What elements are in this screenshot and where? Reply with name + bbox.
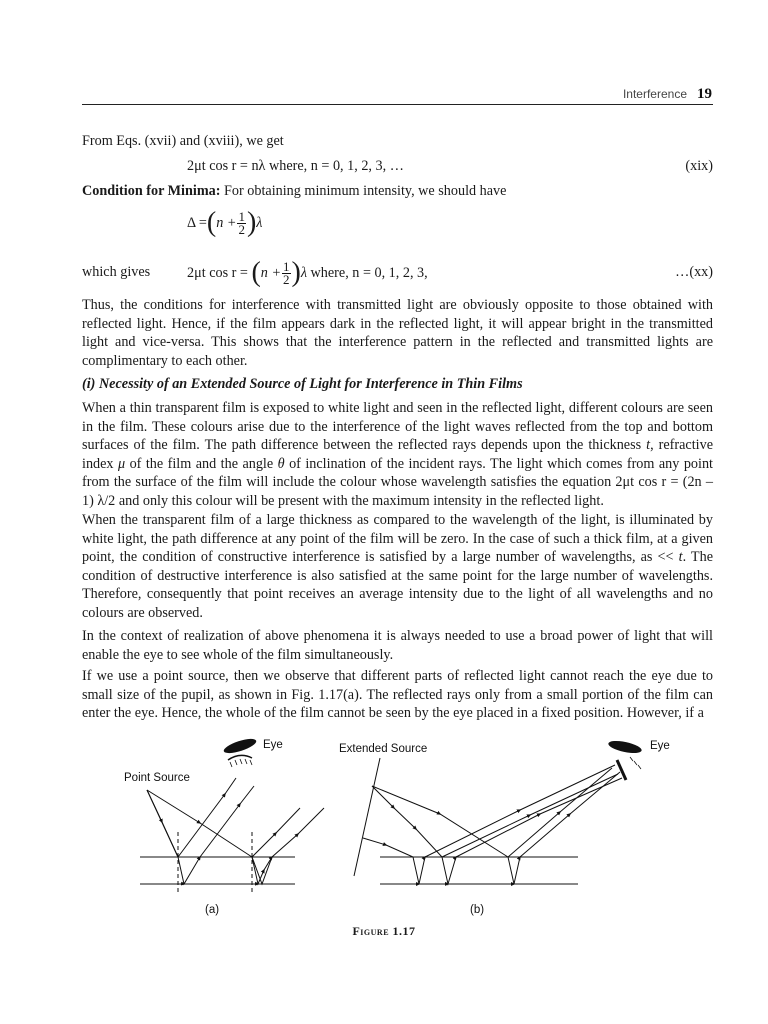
left-paren-icon: (: [251, 257, 261, 288]
paragraph-complementary: Thus, the conditions for interference with transmitted light are obviously opposite to those obtained with reflected light. Hence, if the film appears dark in the reflected light, it will appear bright in the transmitted light and vice-versa. This shows that the interference pattern in the reflected and transmitted lights are complimentary to each other.: [82, 297, 713, 369]
label-extended-source: Extended Source: [339, 743, 428, 755]
paragraph-minima: [82, 182, 713, 201]
diagram-b: [354, 758, 622, 884]
equation-xix-where: where, n = 0, 1, 2, 3, …: [269, 158, 404, 174]
paragraph-intro: From Eqs. (xvii) and (xviii), we get: [82, 133, 284, 149]
header-rule: [82, 104, 713, 105]
label-point-source: Point Source: [124, 772, 190, 784]
equation-xx: 2μt cos r = ( n + $\frac{1}{2}$ ) λ where, n = 0, 1, 2, 3,: [187, 257, 428, 288]
equation-xx-lhs: 2μt cos r =: [187, 264, 248, 281]
equation-xix: [187, 157, 404, 176]
diagram-a: [140, 778, 324, 892]
right-paren-icon: ): [246, 207, 257, 238]
label-sub-a: (a): [205, 904, 220, 916]
label-eye-a: Eye: [263, 739, 283, 751]
label-eye-b: Eye: [650, 740, 670, 752]
minima-heading: Condition for Minima:: [82, 183, 221, 199]
equation-xix-lhs: 2μt cos r = nλ: [187, 158, 266, 174]
extended-source-line: [354, 758, 380, 876]
paragraph-thick-film: When the transparent film of a large thickness as compared to the wavelength of the light, is illuminated by white light, the path difference at any point of the film will be zero. In the case of such a thick film, at a given point, the condition of constructive interference is satisfied by a large number of wavelengths, as << t. The condition of destructive interference is also satisfied at the same point for the large number of wavelengths. Therefore, consequently that point receives an average intensity due to the light of all wavelengths and no colours are observed.: [82, 512, 713, 621]
delta-lhs: Δ =: [187, 214, 207, 231]
figure-1-17: [0, 728, 768, 918]
right-paren-icon: ): [291, 257, 301, 288]
minima-text: For obtaining minimum intensity, we should have: [224, 183, 507, 199]
equation-xx-number: …(xx): [675, 264, 713, 280]
fraction-one-half: $\frac{1}{2}$: [283, 258, 290, 287]
figure-caption: Figure 1.17: [352, 924, 416, 938]
eye-icon-a: [222, 736, 257, 767]
delta-n-plus: n +: [216, 214, 237, 231]
equation-xix-number: (xix): [685, 158, 713, 174]
paragraph-point-source: If we use a point source, then we observe that different parts of reflected light cannot reach the eye due to small size of the pupil, as shown in Fig. 1.17(a). The reflected rays only from a small portion of the film can enter the eye. Hence, the whole of the film cannot be seen by the eye placed in a fixed position. However, if a: [82, 668, 713, 721]
section-title: Interference: [622, 87, 687, 101]
page-number: 19: [697, 86, 712, 102]
delta-lambda: λ: [256, 214, 263, 231]
fraction-one-half: $\frac{1}{2}$: [238, 208, 245, 237]
section-heading: (i) Necessity of an Extended Source of Light for Interference in Thin Films: [82, 376, 523, 392]
left-paren-icon: (: [206, 207, 217, 238]
eye-icon-b: [607, 739, 642, 780]
label-sub-b: (b): [470, 904, 485, 916]
paragraph-broad-source: In the context of realization of above phenomena it is always needed to use a broad power of light that will enable the eye to see whole of the film simultaneously.: [82, 628, 713, 663]
equation-xx-lead: which gives: [82, 264, 151, 280]
equation-delta: [187, 203, 262, 243]
paragraph-thin-film: When a thin transparent film is exposed to white light and seen in the reflected light, different colours are seen in the film. These colours arise due to the interference of the light waves reflected from the top and bottom surfaces of the film. The path difference between the reflected rays depends upon the thickness t, refractive index μ of the film and the angle θ of inclination of the incident rays. The light which comes from any point from the surface of the film will include the colour whose wavelength satisfies the equation 2μt cos r = (2n – 1) λ/2 and only this colour will be present with the maximum intensity in the reflected light.: [82, 400, 713, 509]
running-head: [623, 85, 712, 104]
equation-xx-where: where, n = 0, 1, 2, 3,: [310, 264, 428, 281]
